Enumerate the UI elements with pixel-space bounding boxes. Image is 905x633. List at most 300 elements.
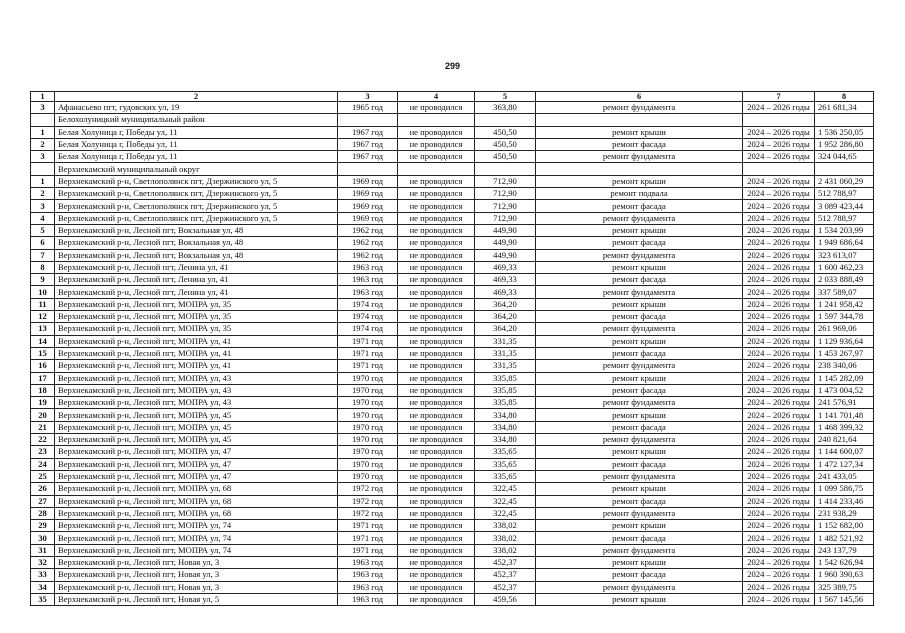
cost-cell: 261 681,34 (815, 102, 874, 114)
row-number: 6 (31, 237, 55, 249)
period-cell: 2024 – 2026 годы (743, 556, 815, 568)
period-cell: 2024 – 2026 годы (743, 212, 815, 224)
work-type-cell: ремонт фасада (536, 274, 743, 286)
row-number: 11 (31, 298, 55, 310)
year-cell: 1972 год (338, 495, 398, 507)
table-row (31, 224, 874, 236)
area-cell: 452,37 (475, 569, 536, 581)
address-cell: Верхнекамский р-н, Лесной пгт, Новая ул, 3 (55, 581, 338, 593)
row-number: 29 (31, 520, 55, 532)
cost-cell: 241 433,05 (815, 470, 874, 482)
cost-cell: 1 468 399,32 (815, 421, 874, 433)
period-cell: 2024 – 2026 годы (743, 138, 815, 150)
year-cell: 1963 год (338, 593, 398, 605)
table-row (31, 581, 874, 593)
table-row (31, 298, 874, 310)
year-cell: 1970 год (338, 397, 398, 409)
period-cell: 2024 – 2026 годы (743, 384, 815, 396)
row-number: 1 (31, 126, 55, 138)
work-type-cell: ремонт фасада (536, 569, 743, 581)
area-cell: 335,85 (475, 384, 536, 396)
last-repair-cell: не проводился (398, 421, 475, 433)
address-cell: Верхнекамский р-н, Светлополянск пгт, Дзержинского ул, 5 (55, 175, 338, 187)
table-row (31, 360, 874, 372)
empty-cell (338, 114, 398, 126)
last-repair-cell: не проводился (398, 372, 475, 384)
table-row (31, 507, 874, 519)
row-number: 18 (31, 384, 55, 396)
table-row (31, 556, 874, 568)
cost-cell: 240 821,64 (815, 434, 874, 446)
area-cell: 469,33 (475, 286, 536, 298)
table-header-row (31, 92, 874, 102)
cost-cell: 1 141 701,48 (815, 409, 874, 421)
address-cell: Верхнекамский р-н, Светлополянск пгт, Дзержинского ул, 5 (55, 200, 338, 212)
period-cell: 2024 – 2026 годы (743, 175, 815, 187)
period-cell: 2024 – 2026 годы (743, 274, 815, 286)
area-cell: 338,02 (475, 520, 536, 532)
empty-cell (31, 114, 55, 126)
cost-cell: 1 145 282,09 (815, 372, 874, 384)
row-number: 32 (31, 556, 55, 568)
work-type-cell: ремонт крыши (536, 175, 743, 187)
period-cell: 2024 – 2026 годы (743, 470, 815, 482)
address-cell: Верхнекамский р-н, Лесной пгт, МОПРА ул, 43 (55, 384, 338, 396)
row-number: 15 (31, 347, 55, 359)
table-row (31, 421, 874, 433)
repair-schedule-table (30, 91, 874, 606)
work-type-cell: ремонт фундамента (536, 544, 743, 556)
table-row (31, 102, 874, 114)
last-repair-cell: не проводился (398, 237, 475, 249)
address-cell: Афанасьево пгт, гудовских ул, 19 (55, 102, 338, 114)
period-cell: 2024 – 2026 годы (743, 237, 815, 249)
table-row (31, 323, 874, 335)
year-cell: 1971 год (338, 335, 398, 347)
empty-cell (743, 163, 815, 175)
area-cell: 469,33 (475, 274, 536, 286)
row-number: 12 (31, 311, 55, 323)
column-header: 3 (338, 92, 398, 102)
address-cell: Верхнекамский р-н, Лесной пгт, МОПРА ул, 41 (55, 360, 338, 372)
column-header: 5 (475, 92, 536, 102)
work-type-cell: ремонт фундамента (536, 434, 743, 446)
area-cell: 712,90 (475, 212, 536, 224)
row-number: 2 (31, 138, 55, 150)
work-type-cell: ремонт фасада (536, 495, 743, 507)
area-cell: 322,45 (475, 507, 536, 519)
area-cell: 335,85 (475, 372, 536, 384)
year-cell: 1963 год (338, 286, 398, 298)
period-cell: 2024 – 2026 годы (743, 126, 815, 138)
last-repair-cell: не проводился (398, 520, 475, 532)
last-repair-cell: не проводился (398, 569, 475, 581)
last-repair-cell: не проводился (398, 138, 475, 150)
year-cell: 1974 год (338, 311, 398, 323)
table-row (31, 175, 874, 187)
table-row (31, 446, 874, 458)
work-type-cell: ремонт крыши (536, 520, 743, 532)
year-cell: 1971 год (338, 520, 398, 532)
cost-cell: 1 144 600,07 (815, 446, 874, 458)
period-cell: 2024 – 2026 годы (743, 249, 815, 261)
row-number: 16 (31, 360, 55, 372)
address-cell: Верхнекамский р-н, Лесной пгт, Вокзальная ул, 48 (55, 224, 338, 236)
table-row (31, 274, 874, 286)
address-cell: Верхнекамский р-н, Лесной пгт, МОПРА ул, 47 (55, 458, 338, 470)
period-cell: 2024 – 2026 годы (743, 421, 815, 433)
address-cell: Верхнекамский р-н, Светлополянск пгт, Дзержинского ул, 5 (55, 212, 338, 224)
year-cell: 1969 год (338, 175, 398, 187)
last-repair-cell: не проводился (398, 298, 475, 310)
area-cell: 452,37 (475, 581, 536, 593)
last-repair-cell: не проводился (398, 175, 475, 187)
cost-cell: 261 969,06 (815, 323, 874, 335)
period-cell: 2024 – 2026 годы (743, 532, 815, 544)
table-row (31, 483, 874, 495)
cost-cell: 241 576,91 (815, 397, 874, 409)
period-cell: 2024 – 2026 годы (743, 372, 815, 384)
empty-cell (338, 163, 398, 175)
row-number: 13 (31, 323, 55, 335)
period-cell: 2024 – 2026 годы (743, 495, 815, 507)
table-row (31, 212, 874, 224)
table-row (31, 544, 874, 556)
section-row (31, 114, 874, 126)
address-cell: Верхнекамский р-н, Лесной пгт, МОПРА ул, 35 (55, 323, 338, 335)
area-cell: 452,37 (475, 556, 536, 568)
row-number: 26 (31, 483, 55, 495)
table-row (31, 311, 874, 323)
area-cell: 335,65 (475, 446, 536, 458)
work-type-cell: ремонт фундамента (536, 286, 743, 298)
area-cell: 363,80 (475, 102, 536, 114)
table-row (31, 188, 874, 200)
table-row (31, 520, 874, 532)
year-cell: 1962 год (338, 224, 398, 236)
address-cell: Верхнекамский р-н, Лесной пгт, МОПРА ул, 43 (55, 372, 338, 384)
last-repair-cell: не проводился (398, 126, 475, 138)
row-number: 22 (31, 434, 55, 446)
last-repair-cell: не проводился (398, 409, 475, 421)
row-number: 4 (31, 212, 55, 224)
area-cell: 331,35 (475, 335, 536, 347)
address-cell: Верхнекамский р-н, Лесной пгт, МОПРА ул, 45 (55, 434, 338, 446)
work-type-cell: ремонт крыши (536, 335, 743, 347)
period-cell: 2024 – 2026 годы (743, 102, 815, 114)
column-header: 6 (536, 92, 743, 102)
last-repair-cell: не проводился (398, 532, 475, 544)
row-number: 9 (31, 274, 55, 286)
column-header: 4 (398, 92, 475, 102)
address-cell: Верхнекамский р-н, Лесной пгт, МОПРА ул, 74 (55, 520, 338, 532)
table-row (31, 335, 874, 347)
empty-cell (475, 114, 536, 126)
row-number: 17 (31, 372, 55, 384)
year-cell: 1970 год (338, 384, 398, 396)
last-repair-cell: не проводился (398, 261, 475, 273)
work-type-cell: ремонт фундамента (536, 249, 743, 261)
address-cell: Верхнекамский р-н, Лесной пгт, МОПРА ул, 74 (55, 532, 338, 544)
row-number: 27 (31, 495, 55, 507)
period-cell: 2024 – 2026 годы (743, 507, 815, 519)
year-cell: 1963 год (338, 556, 398, 568)
year-cell: 1962 год (338, 237, 398, 249)
cost-cell: 1 536 250,05 (815, 126, 874, 138)
year-cell: 1965 год (338, 102, 398, 114)
table-row (31, 434, 874, 446)
column-header: 7 (743, 92, 815, 102)
year-cell: 1969 год (338, 200, 398, 212)
last-repair-cell: не проводился (398, 483, 475, 495)
area-cell: 712,90 (475, 175, 536, 187)
work-type-cell: ремонт фундамента (536, 212, 743, 224)
last-repair-cell: не проводился (398, 286, 475, 298)
work-type-cell: ремонт крыши (536, 483, 743, 495)
year-cell: 1970 год (338, 409, 398, 421)
cost-cell: 324 044,65 (815, 151, 874, 163)
period-cell: 2024 – 2026 годы (743, 569, 815, 581)
area-cell: 335,85 (475, 397, 536, 409)
empty-cell (475, 163, 536, 175)
area-cell: 469,33 (475, 261, 536, 273)
cost-cell: 2 033 888,49 (815, 274, 874, 286)
year-cell: 1970 год (338, 421, 398, 433)
year-cell: 1974 год (338, 298, 398, 310)
address-cell: Верхнекамский р-н, Лесной пгт, МОПРА ул, 74 (55, 544, 338, 556)
cost-cell: 1 453 267,97 (815, 347, 874, 359)
empty-cell (398, 163, 475, 175)
area-cell: 331,35 (475, 360, 536, 372)
last-repair-cell: не проводился (398, 249, 475, 261)
work-type-cell: ремонт фасада (536, 458, 743, 470)
period-cell: 2024 – 2026 годы (743, 581, 815, 593)
address-cell: Белая Холуница г, Победы ул, 11 (55, 151, 338, 163)
cost-cell: 1 567 145,56 (815, 593, 874, 605)
last-repair-cell: не проводился (398, 188, 475, 200)
area-cell: 364,20 (475, 298, 536, 310)
year-cell: 1971 год (338, 347, 398, 359)
area-cell: 322,45 (475, 483, 536, 495)
address-cell: Верхнекамский р-н, Лесной пгт, Ленина ул, 41 (55, 286, 338, 298)
address-cell: Верхнекамский р-н, Лесной пгт, МОПРА ул, 35 (55, 311, 338, 323)
work-type-cell: ремонт фасада (536, 200, 743, 212)
year-cell: 1970 год (338, 446, 398, 458)
work-type-cell: ремонт фундамента (536, 470, 743, 482)
last-repair-cell: не проводился (398, 360, 475, 372)
work-type-cell: ремонт крыши (536, 224, 743, 236)
row-number: 14 (31, 335, 55, 347)
row-number: 19 (31, 397, 55, 409)
row-number: 25 (31, 470, 55, 482)
area-cell: 334,80 (475, 409, 536, 421)
area-cell: 338,02 (475, 544, 536, 556)
work-type-cell: ремонт фундамента (536, 360, 743, 372)
work-type-cell: ремонт фундамента (536, 323, 743, 335)
last-repair-cell: не проводился (398, 556, 475, 568)
address-cell: Верхнекамский р-н, Лесной пгт, МОПРА ул, 68 (55, 507, 338, 519)
period-cell: 2024 – 2026 годы (743, 298, 815, 310)
period-cell: 2024 – 2026 годы (743, 151, 815, 163)
cost-cell: 1 482 521,92 (815, 532, 874, 544)
year-cell: 1970 год (338, 434, 398, 446)
row-number: 30 (31, 532, 55, 544)
table-row (31, 397, 874, 409)
address-cell: Верхнекамский р-н, Лесной пгт, Новая ул, 3 (55, 556, 338, 568)
row-number: 21 (31, 421, 55, 433)
work-type-cell: ремонт фасада (536, 347, 743, 359)
area-cell: 712,90 (475, 200, 536, 212)
area-cell: 712,90 (475, 188, 536, 200)
last-repair-cell: не проводился (398, 458, 475, 470)
area-cell: 364,20 (475, 323, 536, 335)
address-cell: Верхнекамский р-н, Лесной пгт, МОПРА ул, 43 (55, 397, 338, 409)
year-cell: 1963 год (338, 261, 398, 273)
address-cell: Верхнекамский р-н, Лесной пгт, МОПРА ул, 68 (55, 495, 338, 507)
last-repair-cell: не проводился (398, 507, 475, 519)
year-cell: 1963 год (338, 581, 398, 593)
row-number: 8 (31, 261, 55, 273)
work-type-cell: ремонт крыши (536, 126, 743, 138)
table-row (31, 237, 874, 249)
last-repair-cell: не проводился (398, 593, 475, 605)
work-type-cell: ремонт фундамента (536, 581, 743, 593)
last-repair-cell: не проводился (398, 495, 475, 507)
table-row (31, 261, 874, 273)
cost-cell: 2 431 060,29 (815, 175, 874, 187)
work-type-cell: ремонт крыши (536, 261, 743, 273)
area-cell: 364,20 (475, 311, 536, 323)
last-repair-cell: не проводился (398, 323, 475, 335)
cost-cell: 1 099 586,75 (815, 483, 874, 495)
last-repair-cell: не проводился (398, 581, 475, 593)
row-number: 3 (31, 151, 55, 163)
row-number: 3 (31, 102, 55, 114)
period-cell: 2024 – 2026 годы (743, 188, 815, 200)
row-number: 35 (31, 593, 55, 605)
period-cell: 2024 – 2026 годы (743, 483, 815, 495)
cost-cell: 1 600 462,23 (815, 261, 874, 273)
table-row (31, 249, 874, 261)
area-cell: 449,90 (475, 249, 536, 261)
table-row (31, 532, 874, 544)
year-cell: 1972 год (338, 483, 398, 495)
area-cell: 322,45 (475, 495, 536, 507)
table-row (31, 347, 874, 359)
cost-cell: 1 960 390,63 (815, 569, 874, 581)
address-cell: Верхнекамский р-н, Лесной пгт, Ленина ул, 41 (55, 261, 338, 273)
area-cell: 450,50 (475, 138, 536, 150)
address-cell: Верхнекамский р-н, Лесной пгт, Вокзальная ул, 48 (55, 249, 338, 261)
year-cell: 1971 год (338, 360, 398, 372)
row-number: 34 (31, 581, 55, 593)
table-row (31, 151, 874, 163)
work-type-cell: ремонт фасада (536, 311, 743, 323)
work-type-cell: ремонт крыши (536, 409, 743, 421)
work-type-cell: ремонт фасада (536, 138, 743, 150)
year-cell: 1967 год (338, 151, 398, 163)
work-type-cell: ремонт крыши (536, 446, 743, 458)
address-cell: Верхнекамский р-н, Лесной пгт, МОПРА ул, 47 (55, 470, 338, 482)
address-cell: Верхнекамский р-н, Лесной пгт, МОПРА ул, 41 (55, 335, 338, 347)
address-cell: Верхнекамский р-н, Лесной пгт, Новая ул, 3 (55, 569, 338, 581)
column-header: 8 (815, 92, 874, 102)
address-cell: Верхнекамский р-н, Лесной пгт, Новая ул, 5 (55, 593, 338, 605)
area-cell: 335,65 (475, 458, 536, 470)
period-cell: 2024 – 2026 годы (743, 261, 815, 273)
address-cell: Верхнекамский р-н, Лесной пгт, МОПРА ул, 68 (55, 483, 338, 495)
last-repair-cell: не проводился (398, 274, 475, 286)
cost-cell: 512 788,97 (815, 188, 874, 200)
row-number: 24 (31, 458, 55, 470)
table-row (31, 569, 874, 581)
address-cell: Белая Холуница г, Победы ул, 11 (55, 126, 338, 138)
area-cell: 459,56 (475, 593, 536, 605)
period-cell: 2024 – 2026 годы (743, 409, 815, 421)
year-cell: 1969 год (338, 188, 398, 200)
row-number: 28 (31, 507, 55, 519)
cost-cell: 337 589,07 (815, 286, 874, 298)
cost-cell: 1 949 686,64 (815, 237, 874, 249)
cost-cell: 1 542 626,94 (815, 556, 874, 568)
row-number: 2 (31, 188, 55, 200)
empty-cell (398, 114, 475, 126)
cost-cell: 1 952 286,80 (815, 138, 874, 150)
section-title: Верхнекамский муниципальный округ (55, 163, 338, 175)
period-cell: 2024 – 2026 годы (743, 335, 815, 347)
cost-cell: 323 613,07 (815, 249, 874, 261)
year-cell: 1971 год (338, 544, 398, 556)
area-cell: 334,80 (475, 421, 536, 433)
row-number: 7 (31, 249, 55, 261)
address-cell: Верхнекамский р-н, Лесной пгт, МОПРА ул, 35 (55, 298, 338, 310)
empty-cell (815, 163, 874, 175)
last-repair-cell: не проводился (398, 434, 475, 446)
address-cell: Верхнекамский р-н, Лесной пгт, Вокзальная ул, 48 (55, 237, 338, 249)
year-cell: 1974 год (338, 323, 398, 335)
cost-cell: 1 414 233,46 (815, 495, 874, 507)
period-cell: 2024 – 2026 годы (743, 360, 815, 372)
year-cell: 1963 год (338, 274, 398, 286)
area-cell: 449,90 (475, 237, 536, 249)
cost-cell: 1 152 682,00 (815, 520, 874, 532)
period-cell: 2024 – 2026 годы (743, 520, 815, 532)
work-type-cell: ремонт подвала (536, 188, 743, 200)
row-number: 3 (31, 200, 55, 212)
last-repair-cell: не проводился (398, 397, 475, 409)
last-repair-cell: не проводился (398, 470, 475, 482)
period-cell: 2024 – 2026 годы (743, 286, 815, 298)
year-cell: 1962 год (338, 249, 398, 261)
work-type-cell: ремонт крыши (536, 298, 743, 310)
address-cell: Верхнекамский р-н, Лесной пгт, МОПРА ул, 45 (55, 421, 338, 433)
row-number: 33 (31, 569, 55, 581)
period-cell: 2024 – 2026 годы (743, 347, 815, 359)
cost-cell: 231 938,29 (815, 507, 874, 519)
table-row (31, 458, 874, 470)
table-row (31, 138, 874, 150)
empty-cell (743, 114, 815, 126)
table-row (31, 409, 874, 421)
last-repair-cell: не проводился (398, 446, 475, 458)
empty-cell (536, 114, 743, 126)
area-cell: 449,90 (475, 224, 536, 236)
area-cell: 338,02 (475, 532, 536, 544)
address-cell: Верхнекамский р-н, Светлополянск пгт, Дзержинского ул, 5 (55, 188, 338, 200)
work-type-cell: ремонт фундамента (536, 102, 743, 114)
period-cell: 2024 – 2026 годы (743, 397, 815, 409)
work-type-cell: ремонт фасада (536, 237, 743, 249)
